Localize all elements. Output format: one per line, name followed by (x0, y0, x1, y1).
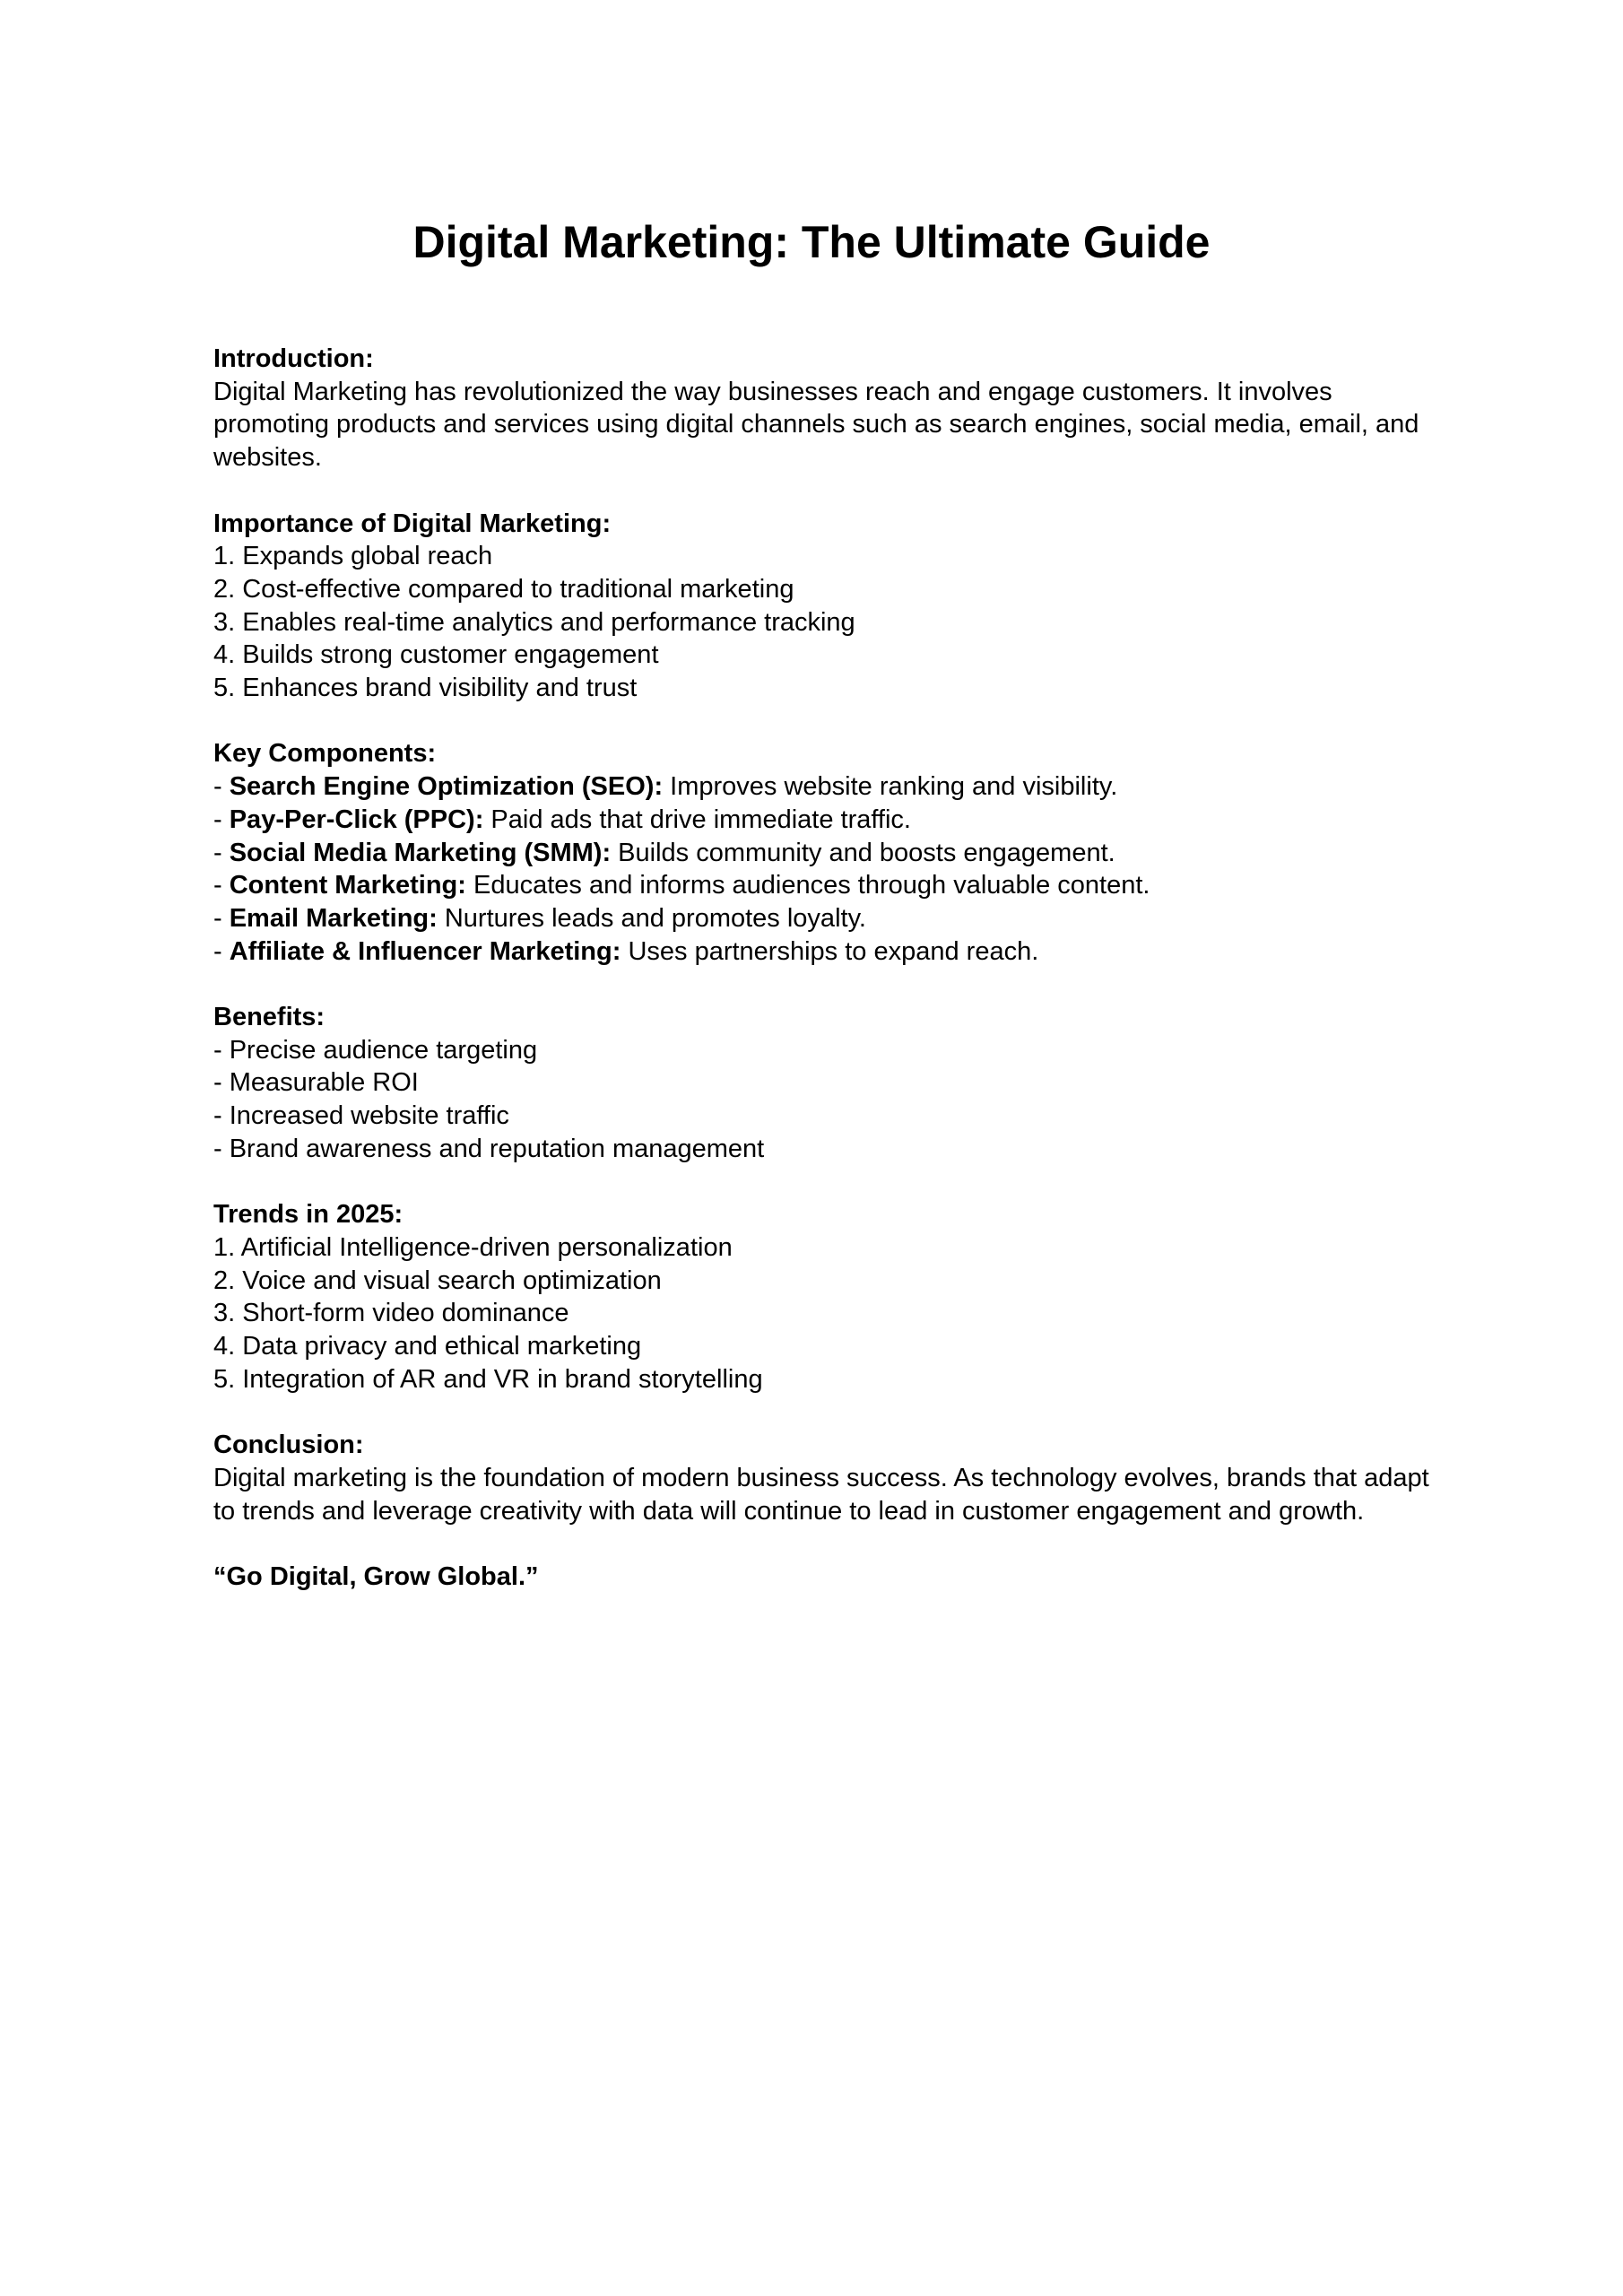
component-description: Improves website ranking and visibility. (663, 772, 1118, 802)
list-item: 1. Artificial Intelligence-driven personalization (213, 1232, 733, 1262)
section-importance (213, 508, 1451, 705)
list-item (213, 804, 1451, 837)
bullet-prefix: - (213, 871, 230, 900)
section-heading: Key Components: (213, 739, 437, 769)
component-term: Email Marketing: (229, 903, 438, 933)
list-item: 5. Enhances brand visibility and trust (213, 674, 638, 703)
component-description: Uses partnerships to expand reach. (621, 936, 1039, 966)
component-description: Educates and informs audiences through valuable content. (465, 871, 1150, 900)
section-heading: Benefits: (213, 1003, 325, 1032)
list-item: 1. Expands global reach (213, 542, 493, 571)
section-heading: Conclusion: (213, 1431, 364, 1460)
component-term: Search Engine Optimization (SEO): (229, 772, 664, 802)
list-item: 5. Integration of AR and VR in brand storytelling (213, 1364, 763, 1394)
component-term: Content Marketing: (229, 871, 466, 900)
component-term: Affiliate & Influencer Marketing: (229, 936, 621, 966)
bullet-prefix: - (213, 838, 230, 867)
section-heading: Importance of Digital Marketing: (213, 509, 612, 538)
bullet-prefix: - (213, 936, 230, 966)
document-body (213, 343, 1451, 1626)
list-item: 2. Voice and visual search optimization (213, 1265, 662, 1295)
list-item (213, 935, 1451, 969)
list-item: 4. Builds strong customer engagement (213, 640, 659, 670)
section-introduction (213, 343, 1451, 474)
bullet-prefix: - (213, 772, 230, 802)
list-item (213, 837, 1451, 870)
component-term: Pay-Per-Click (PPC): (229, 804, 484, 834)
list-item: - Brand awareness and reputation management (213, 1134, 765, 1163)
list-item: - Increased website traffic (213, 1101, 509, 1131)
list-item: - Measurable ROI (213, 1068, 419, 1098)
list-item: - Precise audience targeting (213, 1035, 538, 1065)
section-trends (213, 1198, 1451, 1396)
conclusion-paragraph: Digital marketing is the foundation of modern business success. As technology evolves, brands that adapt to trends and leverage creativity with data will continue to lead in customer engagement and growth. (213, 1463, 1429, 1526)
section-benefits (213, 1001, 1451, 1166)
list-item (213, 869, 1451, 902)
list-item: 3. Short-form video dominance (213, 1299, 569, 1328)
component-description: Paid ads that drive immediate traffic. (483, 804, 911, 834)
page-title: Digital Marketing: The Ultimate Guide (412, 217, 1211, 267)
section-heading: Trends in 2025: (213, 1200, 404, 1230)
section-quote (213, 1561, 1451, 1594)
list-item (213, 770, 1451, 804)
component-term: Social Media Marketing (SMM): (229, 838, 612, 867)
section-heading: Introduction: (213, 344, 374, 373)
section-conclusion (213, 1429, 1451, 1527)
section-key-components (213, 737, 1451, 968)
component-description: Builds community and boosts engagement. (611, 838, 1115, 867)
list-item: 2. Cost-effective compared to traditional marketing (213, 574, 794, 604)
list-item: 4. Data privacy and ethical marketing (213, 1332, 642, 1361)
introduction-paragraph: Digital Marketing has revolutionized the way businesses reach and engage customers. It involves promoting products and services using digital channels such as search engines, social media, email, and websites. (213, 377, 1419, 473)
component-description: Nurtures leads and promotes loyalty. (437, 903, 866, 933)
bullet-prefix: - (213, 903, 230, 933)
closing-quote: “Go Digital, Grow Global.” (213, 1561, 539, 1591)
bullet-prefix: - (213, 804, 230, 834)
list-item (213, 902, 1451, 935)
list-item: 3. Enables real-time analytics and performance tracking (213, 607, 855, 637)
